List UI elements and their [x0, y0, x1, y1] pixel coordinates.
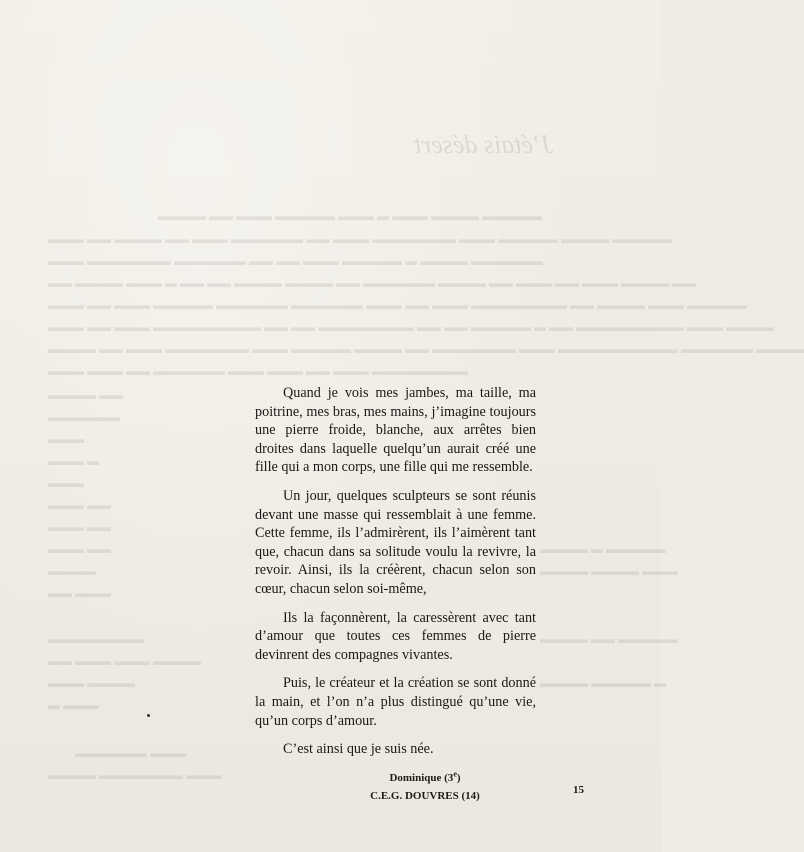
show-through-text: ▬▬▬▬▬▬ ▬▬▬	[75, 746, 186, 760]
author-school: C.E.G. DOUVRES (14)	[370, 790, 480, 802]
show-through-text: ▬▬ ▬▬▬ ▬▬▬ ▬▬▬▬	[48, 654, 201, 668]
poem-paragraph: Un jour, quelques sculpteurs se sont réunis devant une masse qui ressemblait à une femme. Cette femme, ils l’admirèrent, ils l’aimèrent tant que, chacun dans sa solitude voulu la revivre, la revoir. Ainsi, ils la créèrent, chacun selon son cœur, chacun selon soi-même,	[255, 487, 536, 597]
poem-paragraph: Puis, le créateur et la création se sont donné la main, et l’on n’a plus distingué qu’une vie, qu’un corps d’amour.	[255, 675, 536, 729]
show-through-text: ▬▬▬▬ ▬▬▬▬▬ ▬	[540, 676, 666, 690]
poem-paragraph: Ils la façonnèrent, la caressèrent avec tant d’amour que toutes ces femmes de pierre devinrent des compagnes vivantes.	[255, 609, 536, 663]
show-through-text: ▬▬▬ ▬▬ ▬▬▬ ▬▬▬▬▬ ▬▬▬▬▬▬ ▬▬▬▬▬▬ ▬▬▬ ▬▬ ▬▬▬ ▬▬▬▬▬▬▬▬ ▬▬ ▬▬▬▬ ▬▬▬ ▬▬▬▬▬	[48, 298, 747, 312]
show-through-text: ▬▬▬▬ ▬▬▬▬ ▬▬▬	[540, 564, 678, 578]
show-through-text: ▬▬▬▬▬▬	[48, 410, 120, 424]
show-through-text: ▬▬ ▬▬▬▬ ▬▬▬ ▬ ▬▬ ▬▬ ▬▬▬▬ ▬▬▬▬ ▬▬ ▬▬▬▬▬▬ ▬▬▬▬ ▬▬ ▬▬▬ ▬▬ ▬▬▬ ▬▬▬▬ ▬▬	[48, 276, 696, 290]
author-name-close: )	[456, 772, 461, 784]
show-through-text: ▬▬▬	[48, 476, 84, 490]
poem-paragraph: Quand je vois mes jambes, ma taille, ma poitrine, mes bras, mes mains, j’imagine toujours une pierre froide, blanche, aux arrêtes bien droites dans laquelle quelqu’un aurait créé une fille qui a mon corps, une fille qui me ressemble.	[255, 385, 536, 476]
author-grade-superscript: e	[453, 769, 457, 779]
show-through-text: ▬▬▬ ▬▬	[48, 520, 111, 534]
show-through-text: ▬▬▬ ▬▬ ▬▬▬▬ ▬▬ ▬▬▬ ▬▬▬▬▬▬ ▬▬ ▬▬▬ ▬▬▬▬▬▬▬ ▬▬▬ ▬▬▬▬▬ ▬▬▬▬ ▬▬▬▬▬	[48, 232, 672, 246]
author-name	[360, 769, 490, 787]
show-through-text: ▬ ▬▬▬	[48, 698, 99, 712]
show-through-text: ▬▬▬ ▬▬▬ ▬▬ ▬▬▬▬▬▬ ▬▬▬ ▬▬▬ ▬▬ ▬▬▬ ▬▬▬▬▬▬▬▬	[48, 364, 468, 378]
show-through-text: ▬▬▬ ▬▬▬▬	[48, 676, 135, 690]
show-through-text: ▬▬▬	[48, 432, 84, 446]
show-through-text: ▬▬▬ ▬▬ ▬▬▬ ▬▬▬▬▬▬▬▬▬ ▬▬ ▬▬ ▬▬▬▬▬▬▬▬ ▬▬ ▬▬ ▬▬▬▬▬ ▬ ▬▬ ▬▬▬▬▬▬▬▬▬ ▬▬▬ ▬▬▬▬	[48, 320, 774, 334]
show-through-text: ▬▬▬▬	[48, 564, 96, 578]
show-through-text: ▬▬▬▬ ▬▬ ▬▬▬ ▬▬▬▬▬▬▬ ▬▬▬ ▬▬▬▬▬ ▬▬▬▬ ▬▬ ▬▬▬▬▬▬▬ ▬▬▬ ▬▬▬▬▬▬▬▬▬▬ ▬▬▬▬▬▬ ▬▬▬▬	[48, 342, 804, 356]
show-through-title: J’étais désert	[414, 130, 554, 159]
show-through-text: ▬▬▬ ▬▬	[48, 498, 111, 512]
show-through-text: ▬▬▬▬ ▬▬ ▬▬▬▬▬	[540, 632, 678, 646]
show-through-text: ▬▬ ▬▬▬	[48, 586, 111, 600]
author-name-text: Dominique (3	[389, 772, 454, 784]
show-through-text: ▬▬▬ ▬	[48, 454, 99, 468]
show-through-text: ▬▬▬ ▬▬	[48, 542, 111, 556]
show-through-text: ▬▬▬▬ ▬▬ ▬▬▬ ▬▬▬▬▬ ▬▬▬ ▬ ▬▬▬ ▬▬▬▬ ▬▬▬▬▬	[158, 209, 542, 223]
show-through-text: ▬▬▬ ▬▬▬▬▬▬▬ ▬▬▬▬▬▬ ▬▬ ▬▬ ▬▬▬ ▬▬▬▬▬ ▬ ▬▬▬▬ ▬▬▬▬▬▬	[48, 254, 543, 268]
show-through-text: ▬▬▬▬ ▬▬	[48, 388, 123, 402]
show-through-text: ▬▬▬▬ ▬ ▬▬▬▬▬	[540, 542, 666, 556]
poem-closing-line: C’est ainsi que je suis née.	[283, 741, 434, 758]
author-credit	[360, 769, 490, 805]
page-number: 15	[573, 784, 584, 796]
poem-text	[255, 384, 536, 769]
show-through-text: ▬▬▬▬▬▬▬▬	[48, 632, 144, 646]
show-through-text: ▬▬▬▬ ▬▬▬▬▬▬▬ ▬▬▬	[48, 768, 222, 782]
paper-speck	[147, 714, 150, 717]
